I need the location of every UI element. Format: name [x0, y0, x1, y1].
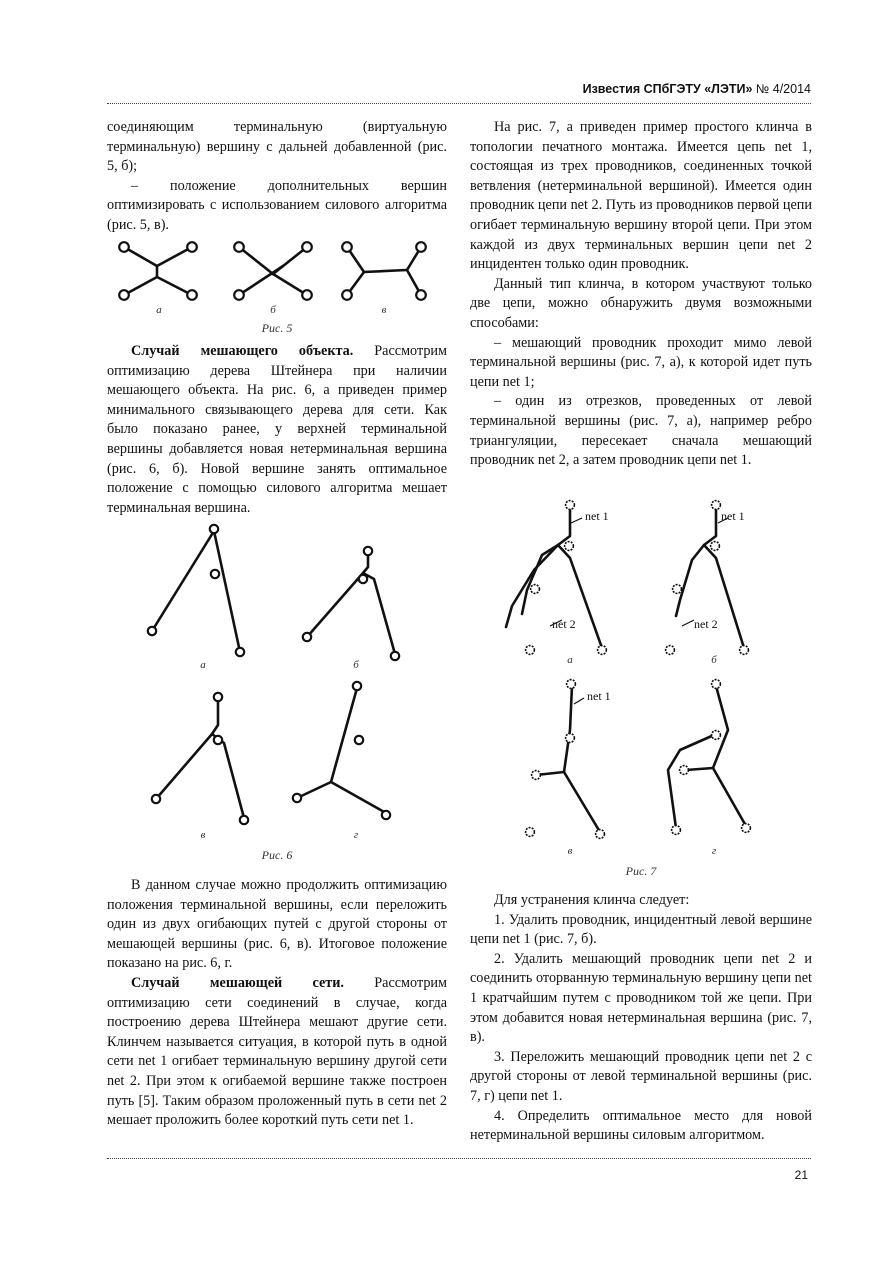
fig6c-diagram — [152, 693, 248, 824]
paragraph: На рис. 7, а приведен пример простого клинча в топологии печатного монтажа. Имеется цепь net 1, состоящая из трех проводников, соединенных точкой ветвления (нетерминальной вершиной). Имеется один проводник цепи net 2. Путь из проводников первой цепи огибает терминальную вершину второй цепи. При этом каждой из двух терминальных вершин цепи net 2 инцидентен только один проводник. — [470, 119, 812, 273]
fig6a-label: а — [200, 659, 206, 671]
fig5b-diagram — [234, 242, 312, 300]
paragraph: – мешающий проводник проходит мимо левой терминальной вершины (рис. 7, а), к которой идет путь цепи net 1; — [470, 334, 812, 390]
fig6c-label: в — [200, 829, 206, 841]
fig5b-label: б — [270, 304, 276, 316]
left-column-bottom — [107, 876, 447, 1131]
section-heading: Случай мешающего объекта. — [131, 343, 354, 359]
paragraph-text: Рассмотрим оптимизацию дерева Штейнера при наличии мешающего объекта. На рис. 6, а приведен пример минимального связывающего дерева для сети. Как было показано ранее, у верхней терминальной вершины добавляется новая нетерминальная вершина (рис. 6, б). Новой вершине занять оптимальное положение с помощью силового алгоритма мешает терминальная вершина. — [107, 343, 447, 516]
issue-number: № 4/2014 — [752, 82, 811, 96]
paragraph: соединяющим терминальную (виртуальную терминальную) вершину с дальней добавленной (рис. 5, б); — [107, 119, 447, 175]
fig5c-diagram — [342, 242, 426, 300]
figure-7 — [470, 490, 812, 870]
list-item: 2. Удалить мешающий проводник цепи net 2 и соединить оторванную терминальную вершину цепи net 1 кратчайшим путем с проводником той же цепи. При этом добавится новая нетерминальная вершина (рис. 7, в). — [470, 950, 812, 1046]
paragraph: – положение дополнительных вершин оптимизировать с использованием силового алгоритма (рис. 5, в). — [107, 177, 447, 233]
fig7b-net1-label: net 1 — [721, 509, 745, 523]
fig6-caption: Рис. 6 — [261, 848, 293, 862]
fig7d-label: г — [711, 845, 717, 857]
fig7-caption: Рис. 7 — [625, 864, 657, 878]
fig7a-net2-label: net 2 — [552, 617, 576, 631]
fig7d-diagram — [668, 680, 750, 835]
left-column-middle — [107, 342, 447, 518]
fig6b-label: б — [353, 659, 359, 671]
paragraph — [107, 974, 447, 1131]
header-rule — [107, 103, 811, 104]
figure-6 — [107, 520, 447, 860]
right-column-bottom — [470, 891, 812, 1146]
fig5a-diagram — [119, 242, 197, 300]
paragraph: В данном случае можно продолжить оптимизацию положения терминальной вершины, если переложить один из двух огибающих путей с другой стороны от мешающей вершины (рис. 6, в). Итоговое положение показано на рис. 6, г. — [107, 877, 447, 972]
fig6a-diagram — [148, 525, 244, 656]
fig6d-label: г — [353, 829, 359, 841]
fig7c-label: в — [567, 845, 573, 857]
fig7a-label: а — [567, 654, 573, 666]
footer-rule — [107, 1158, 811, 1159]
paragraph-text: Рассмотрим оптимизацию сети соединений в случае, когда построению дерева Штейнера мешают другие сети. Клинчем называется ситуация, в которой путь в одной сети net 1 огибает терминальную вершину другой сети net 2. При этом к огибаемой вершине также построен путь [5]. Таким образом проложенный путь в сети net 2 мешает проложить более короткий путь сети net 1. — [107, 974, 447, 1129]
fig5a-label: а — [156, 304, 162, 316]
paragraph — [107, 342, 447, 518]
fig7b-diagram — [666, 501, 749, 655]
page-number: 21 — [794, 1168, 808, 1182]
list-item: 1. Удалить проводник, инцидентный левой вершине цепи net 1 (рис. 7, б). — [470, 911, 812, 948]
fig6b-diagram — [303, 547, 399, 660]
fig7c-net1-label: net 1 — [587, 689, 611, 703]
list-item: 4. Определить оптимальное место для новой нетерминальной вершины силовым алгоритмом. — [470, 1107, 812, 1144]
fig7b-label: б — [711, 654, 717, 666]
paragraph: – один из отрезков, проведенных от левой терминальной вершины (рис. 7, а), например ребро триангуляции, пересекает сначала мешающий проводник net 2, а затем проводник цепи net 1. — [470, 393, 812, 469]
paragraph: Для устранения клинча следует: — [494, 892, 690, 908]
list-item: 3. Переложить мешающий проводник цепи net 2 с другой стороны от левой терминальной вершины (рис. 7, г) цепи net 1. — [470, 1048, 812, 1104]
fig5-caption: Рис. 5 — [261, 321, 293, 335]
journal-title: Известия СПбГЭТУ «ЛЭТИ» — [582, 82, 753, 96]
section-heading: Случай мешающей сети. — [131, 974, 344, 991]
paragraph: Данный тип клинча, в котором участвуют только две цепи, можно обнаружить двумя возможными способами: — [470, 275, 812, 331]
left-column-top — [107, 118, 447, 236]
fig6d-diagram — [293, 682, 390, 819]
fig5c-label: в — [381, 304, 387, 316]
fig7a-diagram — [506, 501, 609, 655]
right-column-top — [470, 118, 812, 471]
running-header — [107, 82, 811, 100]
fig7a-net1-label: net 1 — [585, 509, 609, 523]
fig7b-net2-label: net 2 — [694, 617, 718, 631]
fig7c-diagram — [526, 680, 611, 839]
